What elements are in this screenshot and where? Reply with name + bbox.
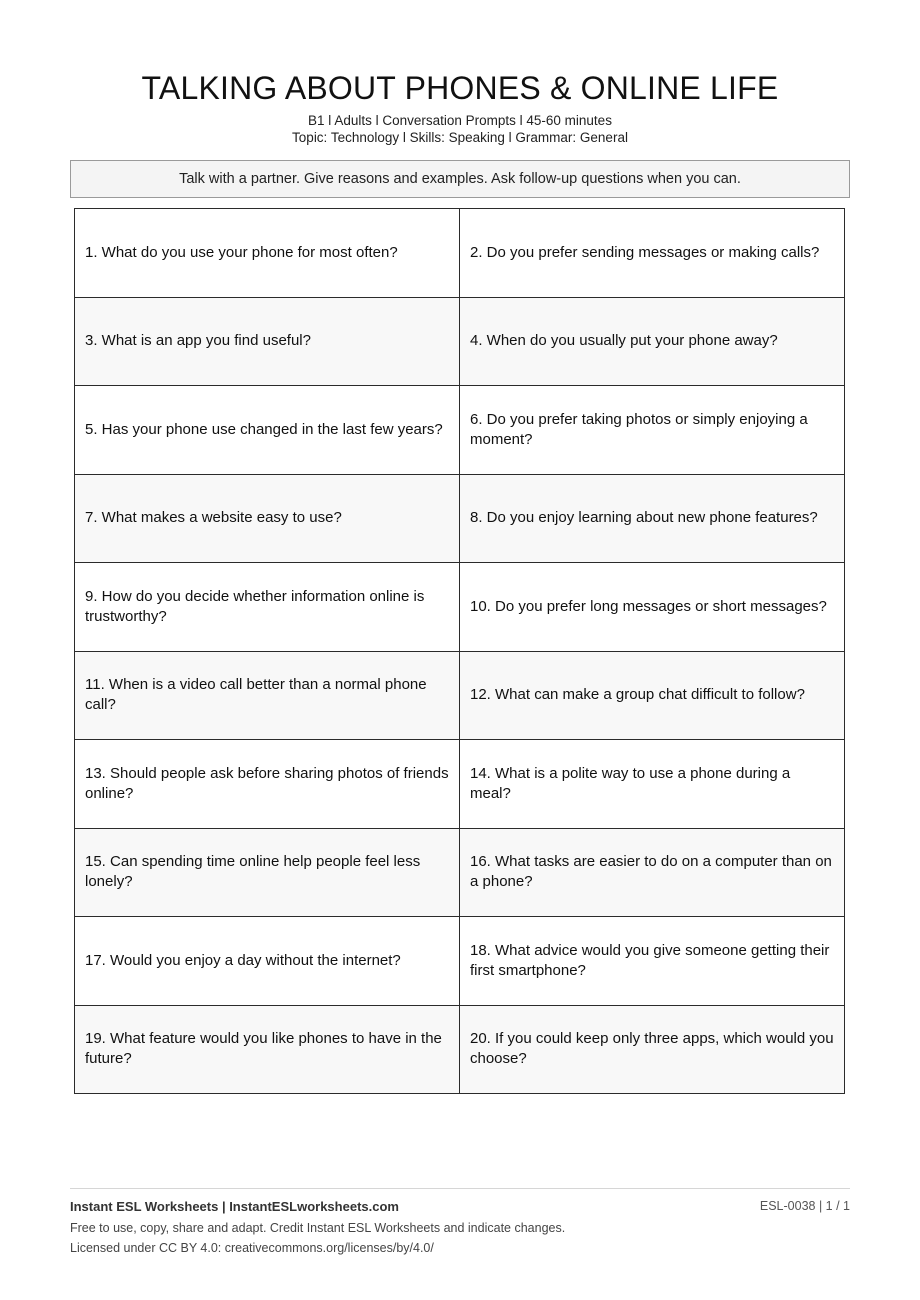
table-row bbox=[75, 740, 845, 829]
prompt-cell-8: 8. Do you enjoy learning about new phone features? bbox=[460, 474, 845, 563]
prompt-cell-3: 3. What is an app you find useful? bbox=[75, 297, 460, 386]
instructions-text: Talk with a partner. Give reasons and examples. Ask follow-up questions when you can. bbox=[179, 171, 741, 187]
footer-brand: Instant ESL Worksheets | InstantESLworksheets.com bbox=[70, 1199, 399, 1214]
footer-divider bbox=[70, 1188, 850, 1189]
prompt-cell-13: 13. Should people ask before sharing photos of friends online? bbox=[75, 740, 460, 829]
footer-page-code: ESL-0038 | 1 / 1 bbox=[759, 1199, 850, 1213]
table-row bbox=[75, 563, 845, 652]
prompt-cell-4: 4. When do you usually put your phone away? bbox=[460, 297, 845, 386]
prompt-cell-11: 11. When is a video call better than a normal phone call? bbox=[75, 651, 460, 740]
prompt-cell-19: 19. What feature would you like phones to have in the future? bbox=[75, 1005, 460, 1094]
table-row bbox=[75, 828, 845, 917]
worksheet-title: TALKING ABOUT PHONES & ONLINE LIFE bbox=[141, 70, 779, 106]
prompt-cell-20: 20. If you could keep only three apps, which would you choose? bbox=[460, 1005, 845, 1094]
prompt-cell-7: 7. What makes a website easy to use? bbox=[75, 474, 460, 563]
footer-license-terms: Free to use, copy, share and adapt. Credit Instant ESL Worksheets and indicate changes. bbox=[70, 1221, 566, 1235]
prompt-cell-1: 1. What do you use your phone for most often? bbox=[75, 209, 460, 298]
table-row bbox=[75, 917, 845, 1006]
table-row bbox=[75, 386, 845, 475]
prompt-cell-17: 17. Would you enjoy a day without the internet? bbox=[75, 917, 460, 1006]
prompt-cell-2: 2. Do you prefer sending messages or making calls? bbox=[460, 209, 845, 298]
prompt-cell-9: 9. How do you decide whether information online is trustworthy? bbox=[75, 563, 460, 652]
prompt-cell-15: 15. Can spending time online help people feel less lonely? bbox=[75, 828, 460, 917]
prompt-cell-14: 14. What is a polite way to use a phone during a meal? bbox=[460, 740, 845, 829]
table-row bbox=[75, 474, 845, 563]
prompt-cell-18: 18. What advice would you give someone getting their first smartphone? bbox=[460, 917, 845, 1006]
table-row bbox=[75, 1005, 845, 1094]
table-row bbox=[75, 651, 845, 740]
worksheet-meta-level: B1 l Adults l Conversation Prompts l 45-60 minutes bbox=[308, 113, 612, 128]
prompt-cell-12: 12. What can make a group chat difficult to follow? bbox=[460, 651, 845, 740]
prompts-table bbox=[74, 208, 845, 1094]
prompt-cell-6: 6. Do you prefer taking photos or simply enjoying a moment? bbox=[460, 386, 845, 475]
table-row bbox=[75, 297, 845, 386]
worksheet-meta-topic: Topic: Technology l Skills: Speaking l Grammar: General bbox=[292, 130, 628, 145]
prompt-cell-5: 5. Has your phone use changed in the last few years? bbox=[75, 386, 460, 475]
prompt-cell-10: 10. Do you prefer long messages or short messages? bbox=[460, 563, 845, 652]
table-row bbox=[75, 209, 845, 298]
instructions-box bbox=[70, 160, 850, 198]
footer-license-link: Licensed under CC BY 4.0: creativecommons.org/licenses/by/4.0/ bbox=[70, 1241, 434, 1255]
prompt-cell-16: 16. What tasks are easier to do on a computer than on a phone? bbox=[460, 828, 845, 917]
